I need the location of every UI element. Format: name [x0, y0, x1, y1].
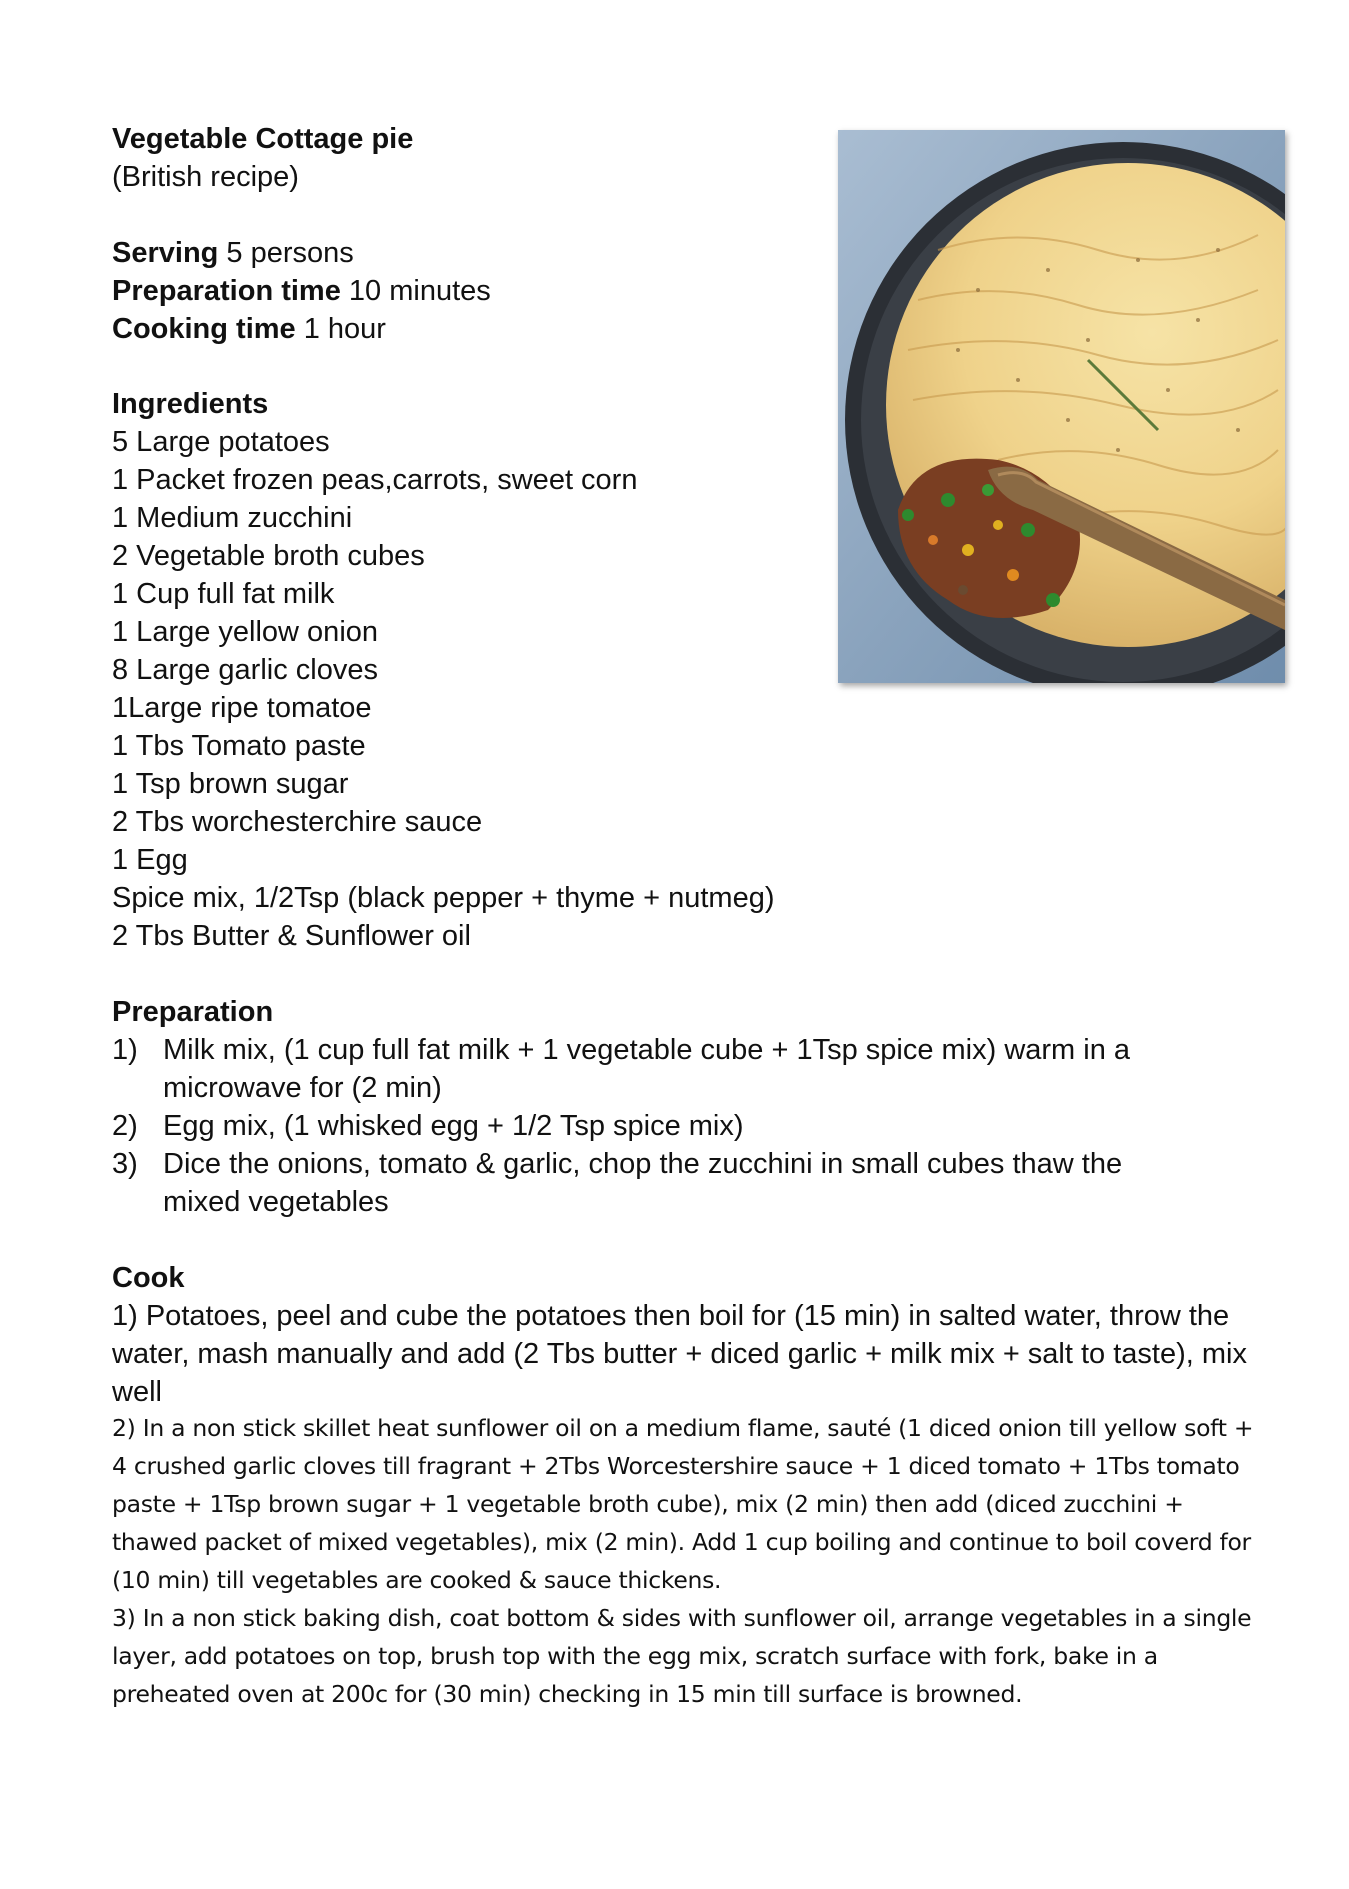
cottage-pie-photo: [838, 130, 1285, 683]
ingredient-item: 2 Vegetable broth cubes: [112, 540, 425, 572]
cook-step-2: 2) In a non stick skillet heat sunflower oil on a medium flame, sauté (1 diced onion till yellow soft + 4 crushed garlic cloves till fragrant + 2Tbs Worcestershire sauce + 1 diced tomato + 1Tbs tomato paste + 1Tsp brown sugar + 1 vegetable broth cube), mix (2 min) then add (diced zucchini + thawed packet of mixed vegetables), mix (2 min). Add 1 cup boiling and continue to boil coverd for (10 min) till vegetables are cooked & sauce thickens.: [112, 1414, 1254, 1594]
cook-heading: Cook: [112, 1262, 185, 1294]
ingredient-item: 8 Large garlic cloves: [112, 654, 378, 686]
cook-time-value: 1 hour: [295, 313, 386, 345]
step-text: Milk mix, (1 cup full fat milk + 1 vegetable cube + 1Tsp spice mix) warm in a microwave for (2 min): [163, 1034, 1131, 1104]
prep-time-label: Preparation time: [112, 275, 341, 307]
recipe-meta: [112, 234, 491, 348]
step-text: Egg mix, (1 whisked egg + 1/2 Tsp spice mix): [163, 1110, 744, 1142]
ingredient-item: 1 Large yellow onion: [112, 616, 379, 648]
ingredient-item: 1 Tbs Tomato paste: [112, 730, 366, 762]
ingredient-item: 5 Large potatoes: [112, 426, 330, 458]
serving-label: Serving: [112, 237, 219, 269]
preparation-step: [112, 1031, 1203, 1107]
serving-line: [112, 234, 491, 272]
recipe-header: [112, 120, 413, 196]
step-number: 1): [112, 1034, 138, 1066]
cook-time-label: Cooking time: [112, 313, 296, 345]
preparation-heading: Preparation: [112, 996, 274, 1028]
ingredient-item: 1 Medium zucchini: [112, 502, 353, 534]
prep-time-line: [112, 272, 491, 310]
prep-time-value: 10 minutes: [340, 275, 491, 307]
ingredient-item: 1 Tsp brown sugar: [112, 768, 349, 800]
step-text: Dice the onions, tomato & garlic, chop the zucchini in small cubes thaw the mixed vegetables: [163, 1148, 1123, 1218]
ingredient-item: 2 Tbs Butter & Sunflower oil: [112, 920, 471, 952]
recipe-title: Vegetable Cottage pie: [112, 123, 414, 155]
cook-section: [112, 1259, 1272, 1713]
serving-value: 5 persons: [218, 237, 354, 269]
ingredients-heading: Ingredients: [112, 388, 269, 420]
ingredient-item: 1Large ripe tomatoe: [112, 692, 372, 724]
ingredient-item: 2 Tbs worchesterchire sauce: [112, 806, 483, 838]
cook-step-3: 3) In a non stick baking dish, coat bottom & sides with sunflower oil, arrange vegetables in a single layer, add potatoes on top, brush top with the egg mix, scratch surface with fork, bake in a preheated oven at 200c for (30 min) checking in 15 min till surface is browned.: [112, 1604, 1252, 1708]
step-number: 3): [112, 1148, 138, 1180]
ingredient-item: 1 Cup full fat milk: [112, 578, 335, 610]
step-number: 2): [112, 1110, 138, 1142]
ingredient-item: 1 Packet frozen peas,carrots, sweet corn: [112, 464, 638, 496]
preparation-step: [112, 1145, 1203, 1221]
cook-step-1: 1) Potatoes, peel and cube the potatoes then boil for (15 min) in salted water, throw the water, mash manually and add (2 Tbs butter + diced garlic + milk mix + salt to taste), mix well: [112, 1300, 1247, 1408]
ingredient-item: Spice mix, 1/2Tsp (black pepper + thyme + nutmeg): [112, 882, 775, 914]
preparation-section: [112, 993, 1203, 1221]
ingredients-section: [112, 385, 774, 955]
cook-time-line: [112, 310, 491, 348]
recipe-subtitle: (British recipe): [112, 161, 299, 193]
preparation-step: [112, 1107, 1203, 1145]
ingredient-item: 1 Egg: [112, 844, 188, 876]
